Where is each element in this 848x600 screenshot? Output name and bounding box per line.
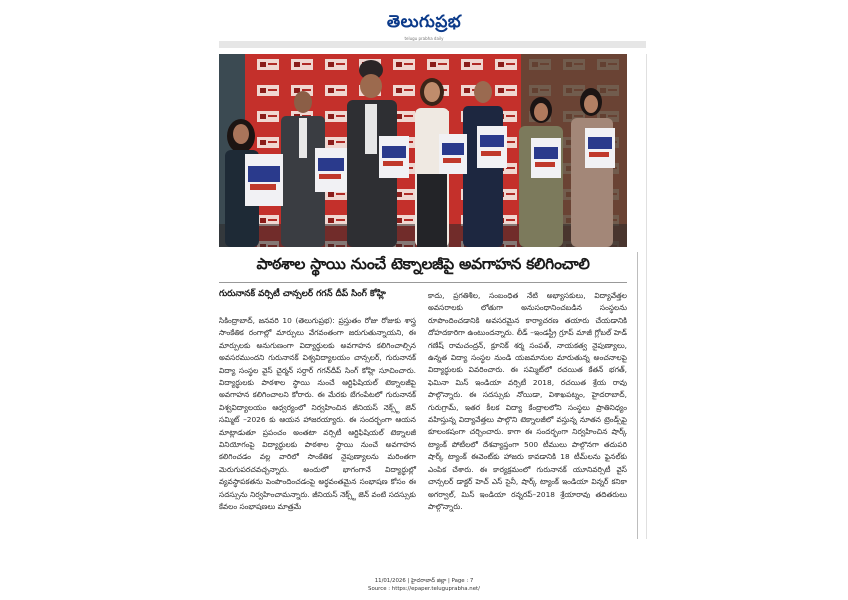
- header-bar: [219, 41, 646, 48]
- newspaper-logo: తెలుగుప్రభ: [386, 12, 462, 32]
- article-subhead: గురునానక్ వర్సిటీ చాన్సలర్ గగన్ దీప్ సింగ్ కోహ్లి: [219, 289, 386, 299]
- masthead: [0, 12, 848, 41]
- footer-date-page: 11/01/2026 | హైదరాబాద్ జిల్లా | Page : 7: [374, 578, 474, 584]
- article-headline: పాఠశాల స్థాయి నుంచే టెక్నాలజీపై అవగాహన కలిగించాలి: [256, 255, 590, 273]
- column-divider: [637, 252, 638, 539]
- article-paragraph-2: కాదు, ప్రగతిశీల, సంబంధిత నేటి అభ్యాసకులు, విద్యావేత్తల అవసరాలకు లోతుగా అనుసంధానించబడిన సంస్థలను రూపొందించడానికి అవసరమైన కార్యాచరణ తయారు చేయడానికి దోహదకారిగా ఉంటుందన్నారు. లీడ్ –ఇండస్ట్రీ గ్రూప్ మాజీ గ్లోబల్ హెడ్ గణేష్ రామచంద్రన్, క్రూనిక్ శర్మ సంపత్, నాయకత్వ నైపుణ్యాలు, ఉన్నత విద్యా సంస్థల నుండి యజమానుల మారుతున్న అంచనాలపై విద్యార్థులకు వివరించారు. ఈ సమ్మిట్‌లో రచయిత కేతన్ భగత్, ఫెమినా మిస్ ఇండియా వర్సిటీ 2018, రచయిత శ్రేయ రావు పాల్గొన్నారు. ఈ సదస్సుకు నోయిడా, విశాఖపట్నం, హైదరాబాద్, గురుగ్రామ్, ఇతర కీలక విద్యా కేంద్రాలలోని సంస్థలు ప్రాతినిధ్యం వహిస్తున్న విద్యావేత్తలు పాల్గొని టెక్నాలజీలో వస్తున్న నూతన ట్రెండ్స్‌పై కూలంకషంగా చర్చించారు. కాగా ఈ సందర్భంగా నిర్వహించిన షార్క్ ట్యాంక్ పోటీలలో దేశవ్యాప్తంగా 500 టీములు పాల్గొనగా తదుపరి షార్క్ ట్యాంక్ ఈవెంట్‌కు హాజరు కావడానికి 18 టీమ్‌లను ఫైనల్‌కు ఎంపిక చేశారు. ఈ కార్యక్రమంలో గురునానక్ యూనివర్సిటీ వైస్ చాన్సలర్ డాక్టర్ హెచ్ ఎస్ సైనీ, షార్క్ ట్యాంక్ ఇండియా విన్నర్ కనికా అగర్వాల్, మిస్ ఇండియా రన్నరప్–2018 శ్రేయారావు తదితరులు పాల్గొన్నారు.: [428, 291, 627, 511]
- footer-source-link[interactable]: Source : https://epaper.teluguprabha.net/: [368, 586, 480, 592]
- column-divider-right: [646, 54, 647, 539]
- headline-rule: [219, 282, 627, 283]
- page-footer: [0, 577, 848, 593]
- article-column-2: [428, 290, 627, 513]
- article-column-1: [219, 315, 416, 514]
- event-photo-illustration: [219, 54, 627, 247]
- article-paragraph-1: సికింద్రాబాద్, జనవరి 10 (తెలుగుప్రభ): ప్రస్తుతం రోజు రోజుకు శాస్త్ర సాంకేతిక రంగాల్లో మార్పులు వేగవంతంగా జరుగుతున్నాయని, ఈ మార్పులకు అనుగుణంగా విద్యార్థులకు అవగాహన కలిగించాల్సిన అవసరముందని గురునానక్ విశ్వవిద్యాలయం చాన్సలర్, గురునానక్ విద్యా సంస్థల వైస్ చైర్మన్ సర్దార్ గగన్‌దీప్ సింగ్ కోహ్లి సూచించారు. విద్యార్థులకు పాఠశాల స్థాయి నుంచే ఆర్టిఫిషియల్ టెక్నాలజీపై అవగాహన కలిగించాలని కోరారు. ఈ మేరకు బేగంపేటలో గురునానక్ విశ్వవిద్యాలయం ఆధ్వర్యంలో నిర్వహించిన జీనియస్ నెక్స్ట్ జెన్ సమ్మిట్ –2026 కు ఆయన హాజరయ్యారు. ఈ సందర్భంగా ఆయన మాట్లాడుతూ ప్రపంచం అంతటా వర్సిటీ ఆర్టిఫిషియల్ టెక్నాలజీ వినియోగంపై విద్యార్థులకు పాఠశాల స్థాయి నుంచే అవగాహన కలిగించడం వల్ల వారిలో సాంకేతిక నైపుణ్యాలను మరింతగా మెరుగుపరచవచ్చన్నారు. అందులో భాగంగానే విద్యార్థుల్లో వ్యవస్థాపకతను పెంపొందించడంపై అర్థవంతమైన సంభాషణ కోసం ఈ సదస్సును నిర్వహించామన్నారు. జీనియస్ నెక్స్ట్ జెన్ వంటి సదస్సుకు కేవలం సంభాషణలు మాత్రమే: [219, 316, 416, 512]
- event-photo: [219, 54, 627, 247]
- newspaper-tagline: telugu prabha daily: [404, 36, 444, 41]
